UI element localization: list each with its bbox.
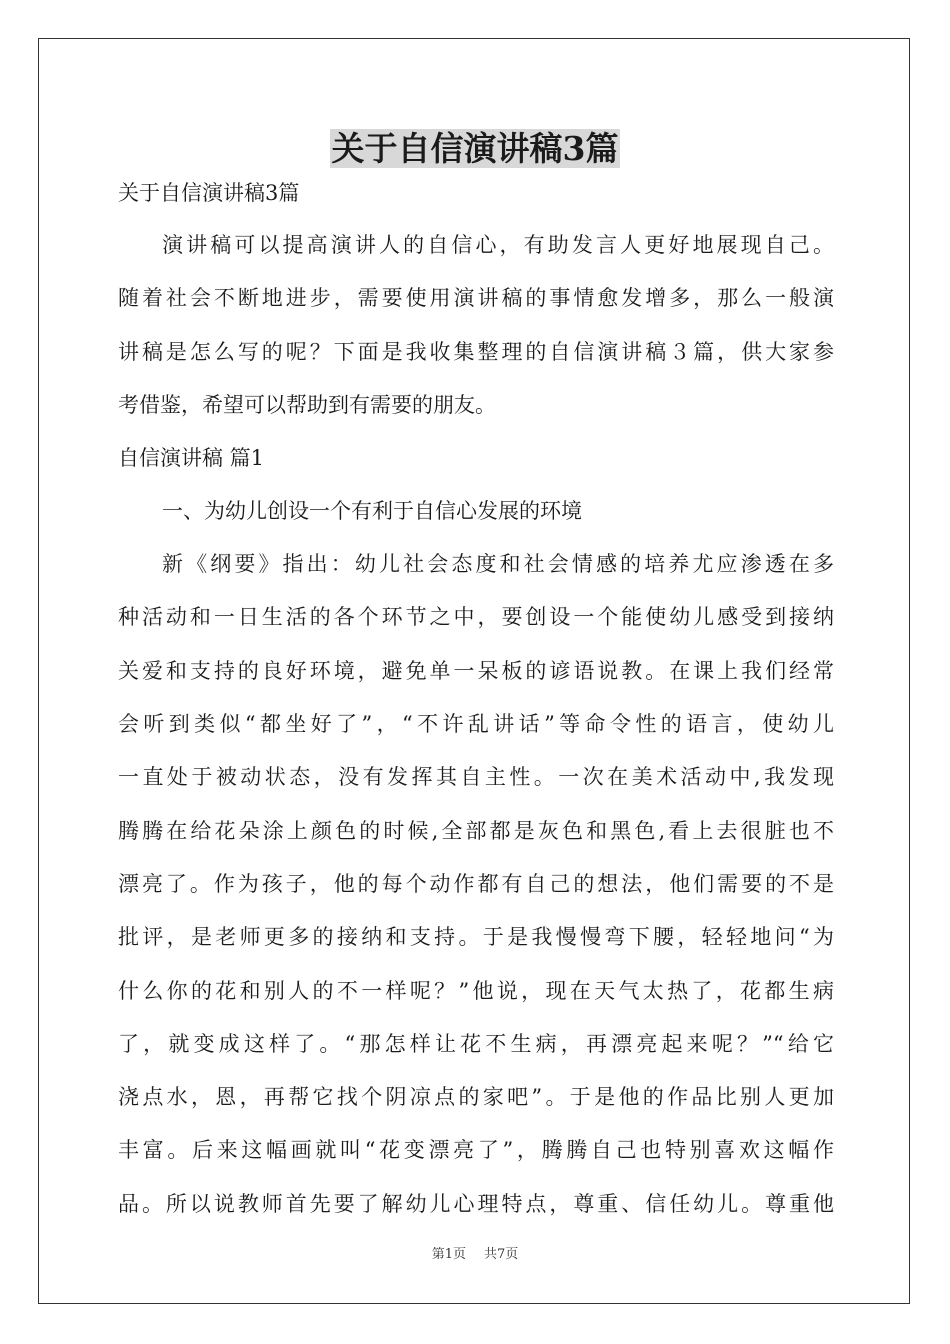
document-title [0, 126, 950, 172]
intro-line: 考借鉴，希望可以帮助到有需要的朋友。 [118, 392, 496, 417]
document-title-text: 关于自信演讲稿3篇 [331, 129, 619, 168]
body-line: 会听到类似“都坐好了”，“不许乱讲话”等命令性的语言，使幼儿 [118, 712, 834, 737]
intro-line: 讲稿是怎么写的呢？下面是我收集整理的自信演讲稿３篇，供大家参 [118, 339, 834, 364]
intro-line: 演讲稿可以提高演讲人的自信心，有助发言人更好地展现自己。 [162, 233, 834, 257]
body-line: 了，就变成这样了。“那怎样让花不生病，再漂亮起来呢？”“给它 [118, 1031, 834, 1056]
body-line: 什么你的花和别人的不一样呢？”他说，现在天气太热了，花都生病 [118, 978, 834, 1003]
body-line: 品。所以说教师首先要了解幼儿心理特点，尊重、信任幼儿。尊重他 [118, 1191, 834, 1216]
body-line: 腾腾在给花朵涂上颜色的时候,全部都是灰色和黑色,看上去很脏也不 [118, 818, 834, 843]
body-line: 新《纲要》指出：幼儿社会态度和社会情感的培养尤应渗透在多 [162, 552, 834, 577]
document-subtitle: 关于自信演讲稿3篇 [118, 181, 300, 205]
body-line: 种活动和一日生活的各个环节之中，要创设一个能使幼儿感受到接纳 [118, 605, 834, 630]
page-footer [0, 1246, 950, 1264]
body-line: 浇点水，恩，再帮它找个阴凉点的家吧”。于是他的作品比别人更加 [118, 1085, 834, 1110]
intro-paragraph [118, 230, 834, 420]
section-heading: 自信演讲稿 篇1 [118, 446, 265, 471]
body-line: 漂亮了。作为孩子，他的每个动作都有自己的想法，他们需要的不是 [118, 871, 834, 896]
section-subheading: 一、为幼儿创设一个有利于自信心发展的环境 [162, 499, 582, 524]
body-line: 丰富。后来这幅画就叫“花变漂亮了”，腾腾自己也特别喜欢这幅作 [118, 1138, 834, 1163]
document-body [118, 178, 834, 1242]
body-line: 批评，是老师更多的接纳和支持。于是我慢慢弯下腰，轻轻地问“为 [118, 925, 834, 950]
page-number: 第1页 [431, 1247, 466, 1262]
page-total: 共7页 [484, 1247, 519, 1262]
body-line: 一直处于被动状态，没有发挥其自主性。一次在美术活动中,我发现 [118, 765, 834, 790]
body-line: 关爱和支持的良好环境，避免单一呆板的谚语说教。在课上我们经常 [118, 658, 834, 683]
body-paragraph [118, 549, 834, 1219]
intro-line: 随着社会不断地进步，需要使用演讲稿的事情愈发增多，那么一般演 [118, 286, 834, 311]
